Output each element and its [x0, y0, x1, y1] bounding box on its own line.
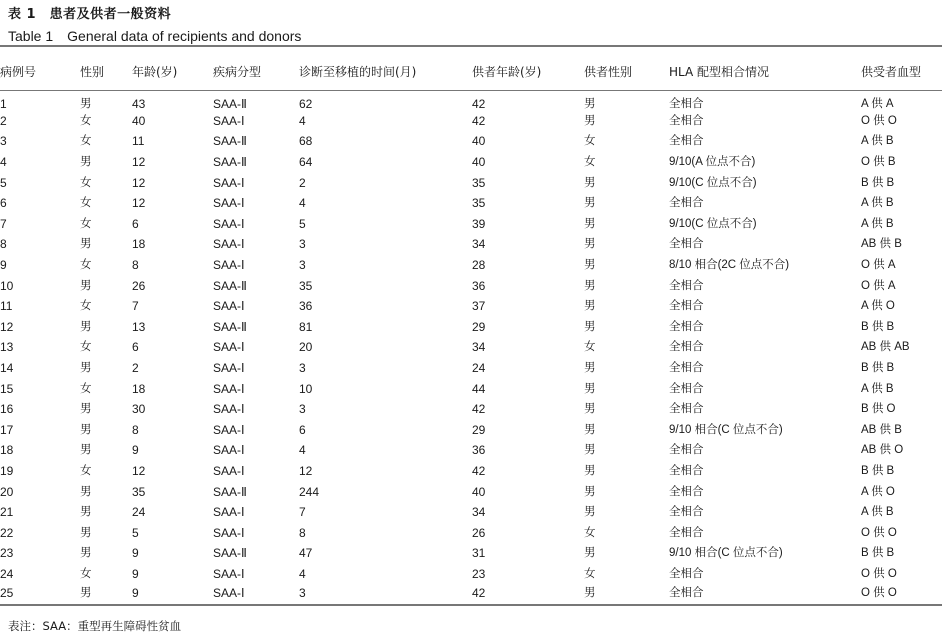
cell-case-no: 20 — [0, 484, 14, 499]
cell-sex: 男 — [80, 97, 92, 110]
cell-disease-type: SAA-Ⅰ — [213, 463, 245, 478]
cell-disease-type: SAA-Ⅰ — [213, 584, 299, 605]
cell-diagnosis-to-transplant: 47 — [299, 546, 313, 561]
cell-sex: 女 — [80, 341, 92, 354]
cell-blood-type: AB 供 B — [861, 423, 902, 436]
cell-case-no: 19 — [0, 463, 14, 478]
cell-hla-match: 全相合 — [669, 114, 704, 127]
cell-disease-type: SAA-Ⅱ — [213, 134, 247, 149]
cell-age: 5 — [132, 525, 139, 540]
cell-donor-sex: 男 — [584, 114, 596, 127]
cell-hla-match: 9/10(A 位点不合) — [669, 156, 756, 169]
cell-diagnosis-to-transplant: 4 — [299, 196, 306, 211]
cell-donor-age: 42 — [472, 96, 486, 111]
table-row — [0, 152, 942, 173]
cell-hla-match: 全相合 — [669, 584, 861, 605]
cell-disease-type: SAA-Ⅰ — [213, 299, 245, 314]
cell-hla-match: 9/10 相合(C 位点不合) — [669, 547, 783, 560]
cell-age: 43 — [132, 96, 146, 111]
cell-age: 9 — [132, 566, 139, 581]
cell-donor-age: 42 — [472, 463, 486, 478]
cell-diagnosis-to-transplant: 244 — [299, 484, 320, 499]
cell-age: 18 — [132, 237, 146, 252]
cell-blood-type: B 供 O — [861, 403, 896, 416]
cell-hla-match: 9/10(C 位点不合) — [669, 176, 757, 189]
cell-hla-match: 全相合 — [669, 506, 704, 519]
cell-disease-type: SAA-Ⅰ — [213, 443, 245, 458]
cell-hla-match: 全相合 — [669, 300, 704, 313]
cell-blood-type: A 供 A — [861, 97, 894, 110]
cell-diagnosis-to-transplant: 10 — [299, 381, 313, 396]
cell-donor-sex: 男 — [584, 97, 596, 110]
cell-donor-age: 29 — [472, 319, 486, 334]
cell-hla-match: 9/10(C 位点不合) — [669, 217, 757, 230]
table-row — [0, 317, 942, 338]
cell-hla-match: 9/10 相合(C 位点不合) — [669, 423, 783, 436]
cell-diagnosis-to-transplant: 36 — [299, 299, 313, 314]
cell-diagnosis-to-transplant: 8 — [299, 525, 306, 540]
cell-case-no: 22 — [0, 525, 14, 540]
cell-hla-match: 全相合 — [669, 97, 704, 110]
cell-donor-age: 26 — [472, 525, 486, 540]
cell-hla-match: 全相合 — [669, 135, 704, 148]
cell-diagnosis-to-transplant: 4 — [299, 566, 306, 581]
cell-diagnosis-to-transplant: 62 — [299, 96, 313, 111]
cell-donor-sex: 男 — [584, 238, 596, 251]
table-row — [0, 461, 942, 482]
cell-donor-age: 40 — [472, 155, 486, 170]
cell-donor-sex: 男 — [584, 547, 596, 560]
cell-donor-sex: 男 — [584, 217, 596, 230]
cell-case-no: 18 — [0, 443, 14, 458]
cell-sex: 女 — [80, 259, 92, 272]
cell-donor-age: 42 — [472, 584, 584, 605]
cell-donor-age: 23 — [472, 566, 486, 581]
cell-sex: 男 — [80, 238, 92, 251]
cell-case-no: 5 — [0, 175, 7, 190]
cell-blood-type: O 供 B — [861, 156, 896, 169]
cell-donor-sex: 女 — [584, 156, 596, 169]
cell-case-no: 3 — [0, 134, 7, 149]
table-row — [0, 502, 942, 523]
cell-donor-age: 44 — [472, 381, 486, 396]
cell-hla-match: 全相合 — [669, 485, 704, 498]
cell-sex: 男 — [80, 403, 92, 416]
cell-donor-age: 35 — [472, 175, 486, 190]
cell-donor-sex: 男 — [584, 382, 596, 395]
cell-case-no: 10 — [0, 278, 14, 293]
cell-case-no: 16 — [0, 402, 14, 417]
table-row — [0, 255, 942, 276]
cell-sex: 女 — [80, 217, 92, 230]
cell-blood-type: AB 供 O — [861, 444, 904, 457]
cell-case-no: 6 — [0, 196, 7, 211]
cell-donor-sex: 男 — [584, 259, 596, 272]
col-header-diagnosis-to-transplant: 诊断至移植的时间(月) — [299, 46, 472, 90]
cell-age: 8 — [132, 422, 139, 437]
cell-sex: 男 — [80, 320, 92, 333]
cell-sex: 女 — [80, 135, 92, 148]
cell-donor-sex: 男 — [584, 506, 596, 519]
table-row — [0, 358, 942, 379]
cell-hla-match: 全相合 — [669, 320, 704, 333]
cell-donor-sex: 男 — [584, 300, 596, 313]
cell-disease-type: SAA-Ⅰ — [213, 340, 245, 355]
cell-age: 12 — [132, 463, 146, 478]
cell-donor-age: 39 — [472, 216, 486, 231]
cell-age: 30 — [132, 402, 146, 417]
cell-disease-type: SAA-Ⅰ — [213, 216, 245, 231]
cell-disease-type: SAA-Ⅰ — [213, 525, 245, 540]
table-row — [0, 193, 942, 214]
cell-diagnosis-to-transplant: 68 — [299, 134, 313, 149]
cell-age: 12 — [132, 155, 146, 170]
cell-diagnosis-to-transplant: 3 — [299, 361, 306, 376]
cell-donor-sex: 男 — [584, 444, 596, 457]
cell-blood-type: O 供 O — [861, 584, 942, 605]
cell-age: 9 — [132, 546, 139, 561]
cell-hla-match: 全相合 — [669, 403, 704, 416]
cell-donor-age: 34 — [472, 340, 486, 355]
cell-sex: 男 — [80, 547, 92, 560]
cell-donor-sex: 男 — [584, 279, 596, 292]
table-header-row — [0, 46, 942, 90]
cell-case-no: 15 — [0, 381, 14, 396]
cell-disease-type: SAA-Ⅰ — [213, 381, 245, 396]
col-header-disease-type: 疾病分型 — [213, 46, 299, 90]
col-header-sex: 性别 — [80, 46, 132, 90]
cell-age: 26 — [132, 278, 146, 293]
cell-sex: 男 — [80, 156, 92, 169]
cell-sex: 男 — [80, 362, 92, 375]
cell-disease-type: SAA-Ⅰ — [213, 566, 245, 581]
cell-sex: 女 — [80, 464, 92, 477]
cell-disease-type: SAA-Ⅰ — [213, 237, 245, 252]
cell-donor-age: 35 — [472, 196, 486, 211]
cell-donor-sex: 男 — [584, 403, 596, 416]
cell-donor-sex: 女 — [584, 341, 596, 354]
cell-age: 24 — [132, 505, 146, 520]
table-title-cn: 表 1 患者及供者一般资料 — [8, 7, 172, 22]
cell-sex: 男 — [80, 444, 92, 457]
cell-donor-sex: 男 — [584, 320, 596, 333]
cell-sex: 女 — [80, 114, 92, 127]
table-row — [0, 296, 942, 317]
table-row — [0, 420, 942, 441]
cell-disease-type: SAA-Ⅰ — [213, 505, 245, 520]
cell-disease-type: SAA-Ⅰ — [213, 422, 245, 437]
cell-sex: 女 — [80, 176, 92, 189]
cell-age: 12 — [132, 175, 146, 190]
table-footnote: 表注：SAA：重型再生障碍性贫血 — [8, 619, 182, 633]
cell-blood-type: A 供 O — [861, 485, 895, 498]
cell-age: 9 — [132, 584, 213, 605]
cell-donor-sex: 男 — [584, 423, 596, 436]
cell-blood-type: B 供 B — [861, 320, 895, 333]
cell-hla-match: 全相合 — [669, 238, 704, 251]
cell-blood-type: O 供 O — [861, 526, 897, 539]
col-header-case-no: 病例号 — [0, 46, 80, 90]
cell-age: 40 — [132, 113, 146, 128]
cell-disease-type: SAA-Ⅰ — [213, 402, 245, 417]
cell-case-no: 9 — [0, 258, 7, 273]
table-row — [0, 564, 942, 585]
cell-diagnosis-to-transplant: 4 — [299, 443, 306, 458]
cell-sex: 男 — [80, 423, 92, 436]
cell-diagnosis-to-transplant: 81 — [299, 319, 313, 334]
cell-sex: 男 — [80, 506, 92, 519]
cell-blood-type: AB 供 AB — [861, 341, 910, 354]
cell-sex: 男 — [80, 584, 132, 605]
cell-case-no: 24 — [0, 566, 14, 581]
cell-donor-age: 36 — [472, 278, 486, 293]
cell-donor-sex: 女 — [584, 567, 596, 580]
cell-age: 7 — [132, 299, 139, 314]
cell-case-no: 4 — [0, 155, 7, 170]
data-table-container — [0, 45, 942, 606]
cell-age: 18 — [132, 381, 146, 396]
cell-donor-age: 34 — [472, 237, 486, 252]
cell-blood-type: O 供 A — [861, 259, 896, 272]
cell-donor-age: 37 — [472, 299, 486, 314]
cell-hla-match: 全相合 — [669, 382, 704, 395]
cell-blood-type: A 供 B — [861, 217, 894, 230]
table-row — [0, 131, 942, 152]
cell-disease-type: SAA-Ⅱ — [213, 319, 247, 334]
cell-diagnosis-to-transplant: 7 — [299, 505, 306, 520]
cell-disease-type: SAA-Ⅱ — [213, 484, 247, 499]
cell-blood-type: O 供 A — [861, 279, 896, 292]
col-header-donor-sex: 供者性别 — [584, 46, 669, 90]
cell-donor-age: 36 — [472, 443, 486, 458]
table-row — [0, 337, 942, 358]
cell-donor-age: 34 — [472, 505, 486, 520]
cell-disease-type: SAA-Ⅱ — [213, 96, 247, 111]
cell-diagnosis-to-transplant: 3 — [299, 237, 306, 252]
cell-case-no: 11 — [0, 299, 13, 314]
cell-sex: 男 — [80, 526, 92, 539]
cell-hla-match: 全相合 — [669, 362, 704, 375]
col-header-age: 年龄(岁) — [132, 46, 213, 90]
cell-donor-age: 40 — [472, 484, 486, 499]
cell-blood-type: A 供 O — [861, 300, 895, 313]
cell-diagnosis-to-transplant: 3 — [299, 402, 306, 417]
cell-donor-age: 24 — [472, 361, 486, 376]
cell-donor-age: 42 — [472, 402, 486, 417]
cell-hla-match: 全相合 — [669, 567, 704, 580]
cell-case-no: 1 — [0, 96, 7, 111]
cell-case-no: 8 — [0, 237, 7, 252]
cell-disease-type: SAA-Ⅱ — [213, 155, 247, 170]
cell-case-no: 14 — [0, 361, 14, 376]
table-row — [0, 275, 942, 296]
cell-disease-type: SAA-Ⅰ — [213, 175, 245, 190]
cell-diagnosis-to-transplant: 3 — [299, 258, 306, 273]
table-title-en: Table 1 General data of recipients and donors — [8, 28, 302, 44]
cell-age: 6 — [132, 216, 139, 231]
cell-disease-type: SAA-Ⅱ — [213, 278, 247, 293]
cell-age: 9 — [132, 443, 139, 458]
cell-blood-type: B 供 B — [861, 464, 895, 477]
table-row — [0, 90, 942, 111]
cell-donor-sex: 男 — [584, 584, 669, 605]
cell-blood-type: B 供 B — [861, 547, 895, 560]
cell-hla-match: 全相合 — [669, 526, 704, 539]
cell-donor-sex: 男 — [584, 362, 596, 375]
cell-sex: 男 — [80, 279, 92, 292]
cell-sex: 女 — [80, 300, 92, 313]
col-header-donor-age: 供者年龄(岁) — [472, 46, 584, 90]
cell-diagnosis-to-transplant: 2 — [299, 175, 306, 190]
cell-case-no: 13 — [0, 340, 14, 355]
cell-hla-match: 全相合 — [669, 279, 704, 292]
cell-age: 2 — [132, 361, 139, 376]
cell-case-no: 2 — [0, 113, 7, 128]
cell-blood-type: A 供 B — [861, 197, 894, 210]
cell-disease-type: SAA-Ⅱ — [213, 546, 247, 561]
cell-donor-age: 42 — [472, 113, 486, 128]
col-header-blood-type: 供受者血型 — [861, 46, 942, 90]
cell-blood-type: O 供 O — [861, 567, 897, 580]
cell-diagnosis-to-transplant: 12 — [299, 463, 313, 478]
cell-age: 8 — [132, 258, 139, 273]
cell-diagnosis-to-transplant: 35 — [299, 278, 313, 293]
cell-hla-match: 全相合 — [669, 464, 704, 477]
cell-blood-type: O 供 O — [861, 114, 897, 127]
cell-donor-age: 29 — [472, 422, 486, 437]
cell-disease-type: SAA-Ⅰ — [213, 196, 245, 211]
table-row — [0, 172, 942, 193]
cell-diagnosis-to-transplant: 3 — [299, 584, 472, 605]
cell-blood-type: A 供 B — [861, 135, 894, 148]
cell-sex: 女 — [80, 197, 92, 210]
table-row — [0, 399, 942, 420]
cell-donor-sex: 男 — [584, 197, 596, 210]
cell-hla-match: 全相合 — [669, 444, 704, 457]
cell-case-no: 12 — [0, 319, 14, 334]
cell-age: 11 — [132, 134, 145, 149]
cell-hla-match: 全相合 — [669, 341, 704, 354]
cell-blood-type: B 供 B — [861, 176, 895, 189]
cell-donor-age: 28 — [472, 258, 486, 273]
table-row — [0, 543, 942, 564]
cell-donor-sex: 男 — [584, 176, 596, 189]
cell-hla-match: 全相合 — [669, 197, 704, 210]
cell-donor-sex: 女 — [584, 135, 596, 148]
table-row — [0, 234, 942, 255]
cell-case-no: 21 — [0, 505, 14, 520]
table-row — [0, 481, 942, 502]
cell-disease-type: SAA-Ⅰ — [213, 113, 245, 128]
cell-case-no: 7 — [0, 216, 7, 231]
cell-diagnosis-to-transplant: 64 — [299, 155, 313, 170]
cell-age: 13 — [132, 319, 146, 334]
table-row — [0, 584, 942, 605]
table-row — [0, 378, 942, 399]
cell-donor-sex: 女 — [584, 526, 596, 539]
cell-donor-age: 40 — [472, 134, 486, 149]
cell-case-no: 23 — [0, 546, 14, 561]
cell-sex: 女 — [80, 567, 92, 580]
table-row — [0, 111, 942, 132]
cell-sex: 女 — [80, 382, 92, 395]
cell-diagnosis-to-transplant: 5 — [299, 216, 306, 231]
cell-diagnosis-to-transplant: 20 — [299, 340, 313, 355]
cell-blood-type: A 供 B — [861, 382, 894, 395]
cell-disease-type: SAA-Ⅰ — [213, 258, 245, 273]
cell-donor-sex: 男 — [584, 485, 596, 498]
table-body — [0, 90, 942, 605]
cell-diagnosis-to-transplant: 6 — [299, 422, 306, 437]
cell-donor-age: 31 — [472, 546, 486, 561]
table-row — [0, 522, 942, 543]
patient-donor-table — [0, 45, 942, 606]
cell-donor-sex: 男 — [584, 464, 596, 477]
cell-age: 12 — [132, 196, 146, 211]
cell-diagnosis-to-transplant: 4 — [299, 113, 306, 128]
col-header-hla-match: HLA 配型相合情况 — [669, 46, 861, 90]
cell-blood-type: AB 供 B — [861, 238, 902, 251]
cell-blood-type: B 供 B — [861, 362, 895, 375]
cell-case-no: 25 — [0, 584, 80, 605]
cell-age: 6 — [132, 340, 139, 355]
cell-blood-type: A 供 B — [861, 506, 894, 519]
cell-disease-type: SAA-Ⅰ — [213, 361, 245, 376]
cell-sex: 男 — [80, 485, 92, 498]
cell-hla-match: 8/10 相合(2C 位点不合) — [669, 259, 790, 272]
cell-age: 35 — [132, 484, 146, 499]
cell-case-no: 17 — [0, 422, 14, 437]
table-row — [0, 214, 942, 235]
table-row — [0, 440, 942, 461]
